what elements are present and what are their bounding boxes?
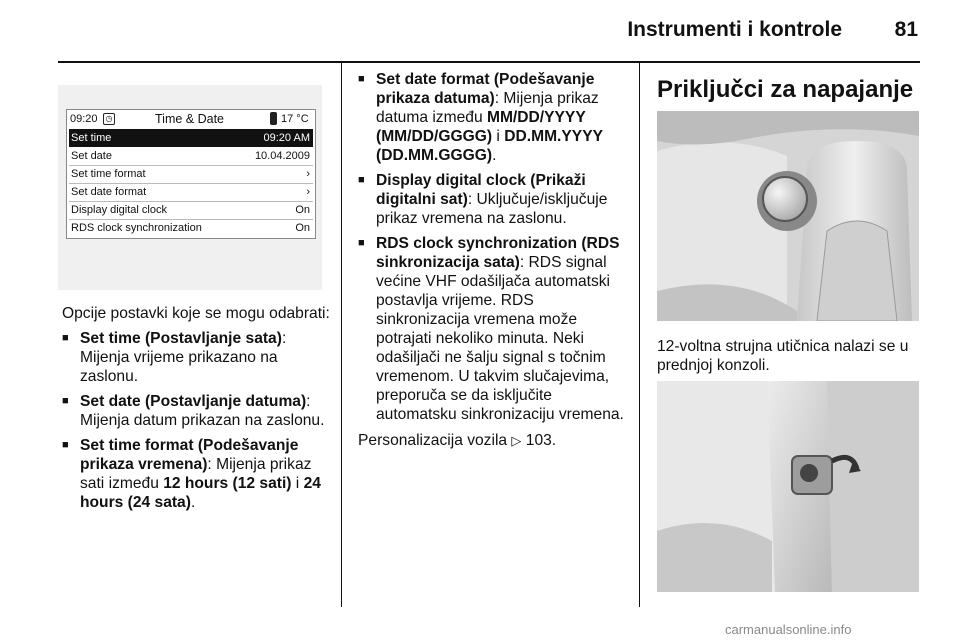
chevron-right-icon: › [306, 186, 310, 198]
list-item [62, 392, 332, 430]
column-divider [639, 62, 640, 607]
reference-text: Personalizacija vozila [358, 432, 508, 449]
description: : Mijenja vrijeme prikazano na zaslonu. [80, 330, 287, 385]
row-value: On [295, 222, 310, 234]
term: Set date (Postavljanje datuma) [80, 393, 307, 410]
list-item [62, 329, 332, 386]
description: : Mijenja prikaz datuma između [376, 90, 599, 126]
list-item [358, 171, 630, 228]
screen-title: Time & Date [155, 112, 225, 126]
header-title: Instrumenti i kontrole [627, 18, 842, 41]
page-number: 81 [894, 18, 918, 41]
screen-temperature: 17 °C [281, 113, 309, 125]
menu-row-rds-clock-sync [69, 219, 313, 237]
screen-clock: 09:20 [70, 113, 98, 125]
intro-text: Opcije postavki koje se mogu odabrati: [62, 305, 330, 322]
row-label: RDS clock synchronization [71, 222, 202, 234]
section-heading: Priključci za napajanje [657, 76, 914, 103]
left-column [62, 304, 332, 512]
option-value: MM/DD/YYYY (MM/DD/GGGG) [376, 109, 586, 145]
chevron-right-icon: › [306, 168, 310, 180]
options-list [62, 329, 332, 512]
list-item [62, 436, 332, 512]
row-value: 09:20 AM [263, 132, 310, 144]
row-label: Set date [71, 150, 112, 162]
description: : Uključuje/isključuje prikaz vremena na zaslonu. [376, 191, 608, 227]
time-date-screen-figure [58, 85, 322, 290]
list-item [358, 70, 630, 165]
conjunction: i [492, 128, 505, 145]
term: Set time (Postavljanje sata) [80, 330, 282, 347]
page-header [0, 0, 960, 62]
row-label: Set time [71, 132, 112, 144]
list-item [358, 234, 630, 424]
menu-row-set-date [69, 147, 313, 166]
description: : RDS signal većine VHF odašiljača automatski postavlja vrijeme. RDS sinkronizacija vremena može potrajati nekoliko minuta. Neki odašiljači ne šalju signal s točnim vremenom. U takvim slučajevima, preporuča se da isključite automatsku sinkronizaciju vremena. [376, 254, 624, 423]
row-value: 10.04.2009 [254, 150, 310, 162]
photo-caption: 12-voltna strujna utičnica nalazi se u prednjoj konzoli. [657, 338, 909, 374]
clock-icon: ◷ [103, 113, 115, 125]
row-label: Display digital clock [71, 204, 167, 216]
conjunction: i [291, 475, 304, 492]
outlet-cover-illustration [657, 381, 919, 592]
punctuation: . [190, 494, 196, 511]
term: Set date format (Podešavanje prikaza datuma) [376, 71, 595, 107]
power-outlet-photo [657, 111, 919, 321]
reference-page: 103. [525, 432, 557, 449]
option-value: 12 hours (12 sati) [163, 475, 292, 492]
reference-arrow-icon: ▷ [511, 433, 522, 448]
menu-row-set-time-format [69, 165, 313, 184]
term: Display digital clock (Prikaži digitalni sat) [376, 172, 586, 208]
term: Set time format (Podešavanje prikaza vremena) [80, 437, 299, 473]
row-value: On [295, 204, 310, 216]
middle-column [358, 70, 630, 450]
description: : Mijenja datum prikazan na zaslonu. [80, 393, 325, 429]
punctuation: . [492, 147, 497, 164]
thermometer-icon [270, 112, 277, 125]
menu-row-set-date-format [69, 183, 313, 202]
screen-status-bar [67, 110, 315, 128]
console-outlet-illustration [657, 111, 919, 321]
term: RDS clock synchronization (RDS sinkronizacija sata) [376, 235, 620, 271]
menu-row-display-digital-clock [69, 201, 313, 220]
console-detail-photo [657, 381, 919, 592]
options-list [358, 70, 630, 424]
row-label: Set time format [71, 168, 146, 180]
header-rule [58, 61, 920, 63]
watermark: carmanualsonline.info [725, 622, 852, 637]
menu-row-set-time [69, 129, 313, 147]
column-divider [341, 62, 342, 607]
display-screen [66, 109, 316, 239]
row-label: Set date format [71, 186, 147, 198]
option-value: DD.MM.YYYY (DD.MM.GGGG) [376, 128, 603, 164]
option-value: 24 hours (24 sata) [80, 475, 321, 511]
description: : Mijenja prikaz sati između [80, 456, 312, 492]
cross-reference [358, 431, 630, 450]
